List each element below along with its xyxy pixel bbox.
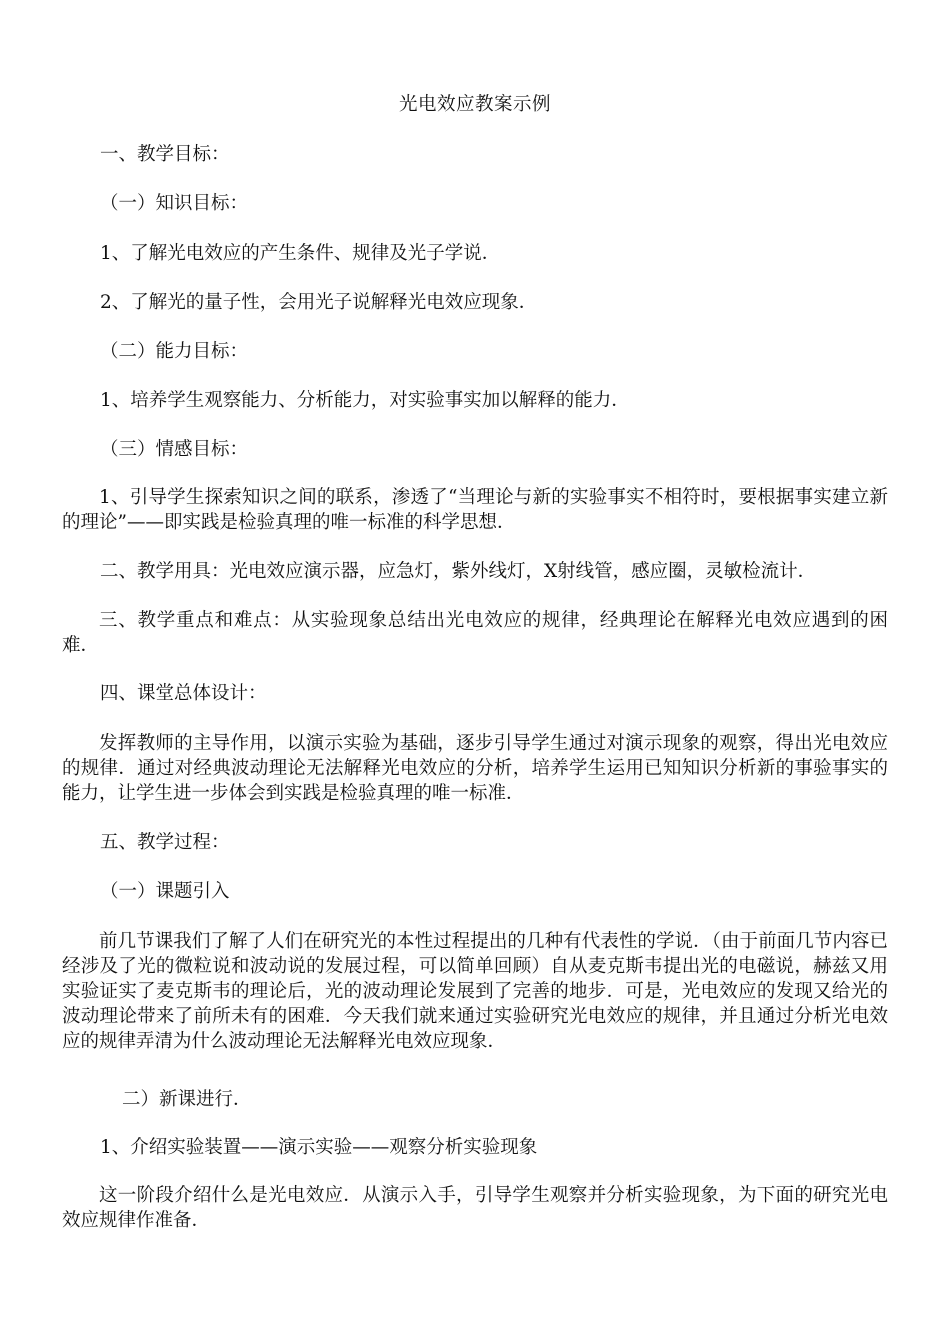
- design-body: 发挥教师的主导作用，以演示实验为基础，逐步引导学生通过对演示现象的观察，得出光电效应的规律．通过对经典波动理论无法解释光电效应的分析，培养学生运用已知知识分析新的事验事实的能力，让学生进一步体会到实践是检验真理的唯一标准．: [62, 733, 888, 804]
- subheading-knowledge-objectives: （一）知识目标：: [100, 193, 249, 214]
- section-teaching-tools: 二、教学用具：光电效应演示器，应急灯，紫外线灯，X射线管，感应圈，灵敏检流计．: [100, 561, 817, 582]
- section-heading-objectives: 一、教学目标：: [100, 144, 230, 165]
- subheading-introduction: （一）课题引入: [100, 881, 230, 902]
- section-heading-design: 四、课堂总体设计：: [100, 683, 267, 704]
- subheading-new-lesson: 二）新课进行．: [122, 1089, 252, 1110]
- knowledge-item-2: 2、了解光的量子性，会用光子说解释光电效应现象．: [100, 292, 538, 313]
- ability-item-1: 1、培养学生观察能力、分析能力，对实验事实加以解释的能力．: [100, 390, 630, 411]
- subheading-ability-objectives: （二）能力目标：: [100, 341, 249, 362]
- new-lesson-step-1: 1、介绍实验装置——演示实验——观察分析实验现象: [100, 1137, 538, 1158]
- knowledge-item-1: 1、了解光电效应的产生条件、规律及光子学说．: [100, 243, 501, 264]
- emotion-item-1: 1、引导学生探索知识之间的联系，渗透了“当理论与新的实验事实不相符时，要根据事实建立新的理论”——即实践是检验真理的唯一标准的科学思想．: [62, 487, 888, 533]
- subheading-emotion-objectives: （三）情感目标：: [100, 439, 249, 460]
- new-lesson-body: 这一阶段介绍什么是光电效应．从演示入手，引导学生观察并分析实验现象，为下面的研究光电效应规律作准备．: [62, 1185, 888, 1231]
- section-key-points: 三、教学重点和难点：从实验现象总结出光电效应的规律，经典理论在解释光电效应遇到的困难．: [62, 610, 888, 656]
- introduction-body: 前几节课我们了解了人们在研究光的本性过程提出的几种有代表性的学说．（由于前面几节内容已经涉及了光的微粒说和波动说的发展过程，可以简单回顾）自从麦克斯韦提出光的电磁说，赫兹又用实验证实了麦克斯韦的理论后，光的波动理论发展到了完善的地步．可是，光电效应的发现又给光的波动理论带来了前所未有的困难．今天我们就来通过实验研究光电效应的规律，并且通过分析光电效应的规律弄清为什么波动理论无法解释光电效应现象．: [62, 931, 888, 1052]
- document-title: 光电效应教案示例: [398, 94, 551, 115]
- section-heading-process: 五、教学过程：: [100, 832, 230, 853]
